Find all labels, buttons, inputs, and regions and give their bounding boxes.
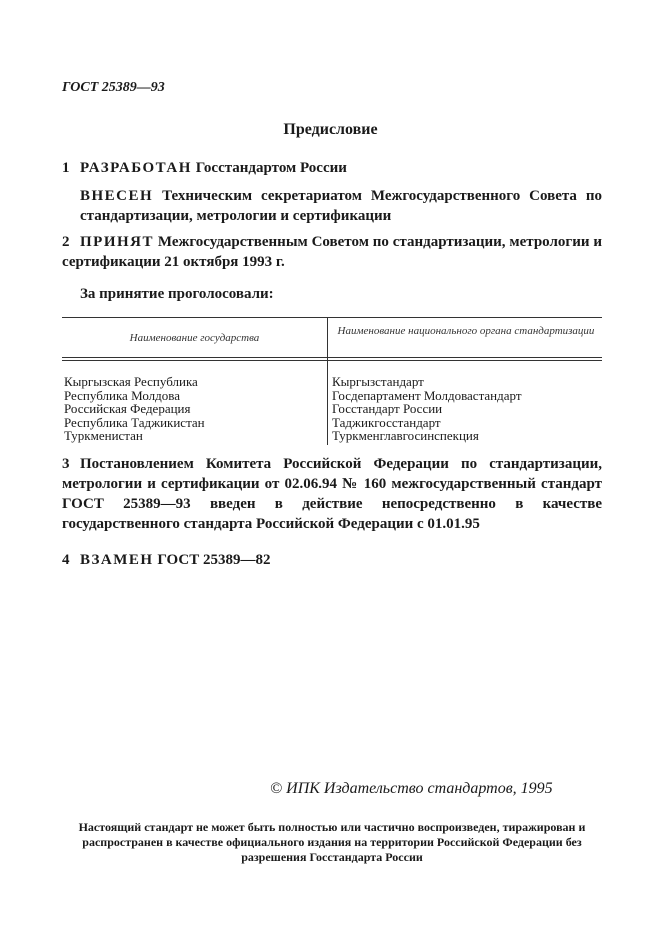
table-cell: Российская Федерация [64,401,191,417]
table-cell: Туркменглавгосинспекция [332,428,479,444]
voted-label: За принятие проголосовали: [80,286,274,302]
section-4 [62,550,602,570]
section-4-label: ВЗАМЕН [80,552,154,568]
table-top-rule [62,317,602,318]
table-cell: Туркменистан [64,428,143,444]
table-column-states [64,375,326,443]
page-title: Предисловие [283,121,378,138]
table-cell: Кыргызстандарт [332,374,424,389]
section-4-number: 4 [62,552,70,568]
table-cell: Таджикгосстандарт [332,414,441,430]
table-cell: Республика Таджикистан [64,414,205,430]
section-2 [62,232,602,272]
section-4-text: ГОСТ 25389—82 [153,552,271,568]
table-column-bodies [332,375,602,443]
section-1b-label: ВНЕСЕН [80,188,154,204]
table-cell: Госстандарт России [332,401,443,417]
table-header-state: Наименование государства [129,332,260,344]
section-1b-text: Техническим секретариатом Межгосударственного Совета по стандартизации, метрологии и сертификации [80,188,602,224]
section-1-number: 1 [62,160,70,176]
section-3-number: 3 [62,456,70,472]
section-2-label: ПРИНЯТ [80,234,155,250]
table-cell: Кыргызская Республика [64,374,198,389]
section-1-label: РАЗРАБОТАН [80,160,192,176]
table-header-rule-1 [62,357,602,358]
section-1-introduced [80,186,602,226]
section-1-text: Госстандартом России [191,160,347,176]
section-3 [62,454,602,534]
table-header-rule-2 [62,360,602,361]
table-cell: Республика Молдова [64,387,180,403]
section-3-text: Постановлением Комитета Российской Федерации по стандартизации, метрологии и сертификации от 02.06.94 № 160 межгосударственный стандарт ГОСТ 25389—93 введен в действие непосредственно в качестве государственного стандарта Российской Федерации с 01.01.95 [62,456,602,532]
footer-notice: Настоящий стандарт не может быть полностью или частично воспроизведен, тиражирован и распространен в качестве официального издания на территории Российской Федерации без разрешения Госстандарта России [78,820,586,864]
table-column-divider [327,317,328,445]
document-header: ГОСТ 25389—93 [62,80,165,95]
section-2-text: Межгосударственным Советом по стандартизации, метрологии и сертификации 21 октября 1993 г. [62,234,602,270]
section-1 [62,158,602,178]
section-2-number: 2 [62,234,70,250]
copyright-line: © ИПК Издательство стандартов, 1995 [270,780,553,797]
table-cell: Госдепартамент Молдовастандарт [332,387,522,403]
table-header-body: Наименование национального органа стандартизации [337,325,595,337]
